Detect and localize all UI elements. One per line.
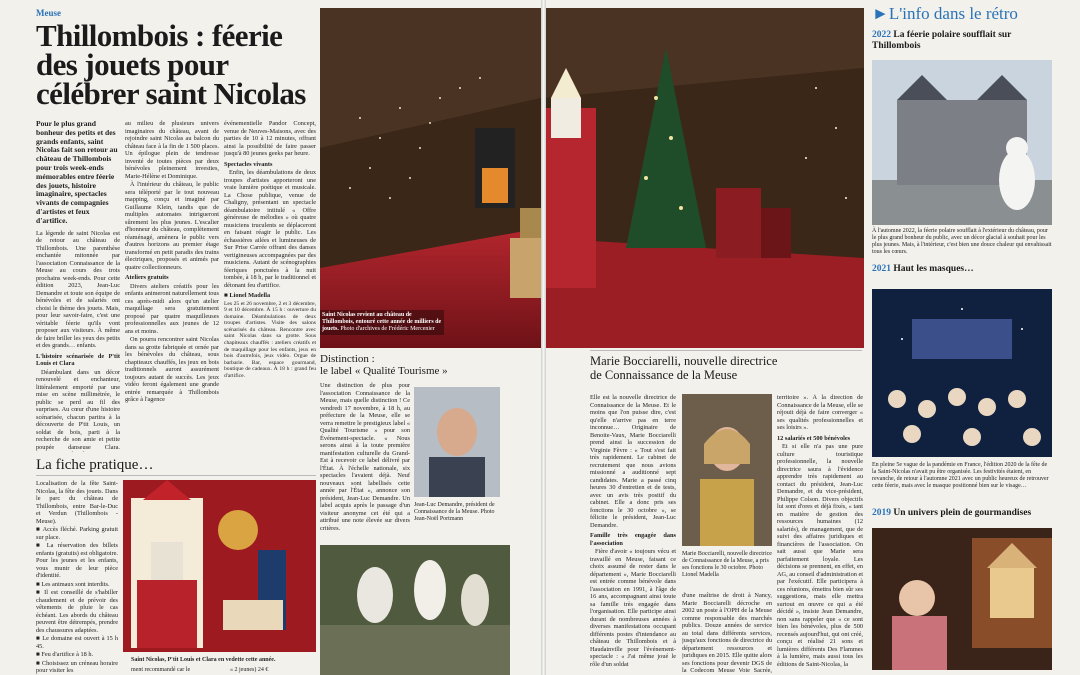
article-column-3 (224, 120, 316, 452)
article-column-2 (125, 120, 219, 452)
distinction-heading (320, 353, 520, 377)
fiche-item: ■ Le domaine est ouvert à 15 h 45. (36, 635, 118, 650)
section-label: Meuse (36, 8, 61, 18)
article-lead: La légende de saint Nicolas est de retour au château de Thillombois. Une parenthèse enchantée mitonnée par l'association Connaissance de la Meuse au cours des trois prochains week-ends. Pour cette édition 2023, Jean-Luc Demandre et toute son équipe de bénévoles et de salariés ont choisi le thème des jouets. Mais, pour leur savoir-faire, c'est une véritable féerie qu'ils vont proposer aux visiteurs. À même de faire briller les yeux des petits et des grands… enfants. (36, 229, 120, 350)
subhead-salaries: 12 salariés et 500 bénévoles (777, 434, 851, 442)
marie-head-2: de Connaissance de la Meuse (590, 368, 738, 382)
fiche-item: ■ Les animaux sont interdits. (36, 580, 110, 588)
article-chapo: Pour le plus grand bonheur des petits et des grands enfants, saint Nicolas fait son retour au château de Thillombois pour trois week-ends mémorables entre féerie des jouets, histoire imaginaire, spectacles vivants de compagnies d'artistes et feux d'artifice. (36, 120, 118, 225)
fiche-list (36, 480, 118, 675)
fiche-item: Localisation de la fête Saint-Nicolas, la fête des jouets. Dans le parc du château de Thillombois, entre Bar-le-Duc et Verdun (Thillombois - Meuse). (36, 480, 118, 525)
article-paragraph: Divers ateliers créatifs pour les enfants animeront naturellement tous ces après-midi alors qu'un atelier maquillage sera gratuitement proposé par quatre maquilleuses professionnelles aux jeunes de 12 ans et moins. (125, 282, 219, 335)
article-paragraph: au milieu de plusieurs univers imaginaires du château, avant de rejoindre saint Nicolas au balcon du château face à la fin de 1 500 places. Un épilogue plein de tendresse inventé de toutes pièces par deux bénévoles pleinement investies, Marie-Hélène et Dominique. (125, 120, 219, 180)
fiche-item: ■ Choisissez un créneau horaire pour visiter les (36, 659, 118, 674)
main-photo-caption: Saint Nicolas revient au château de Thillombois, entouré cette année de milliers de jouets. Photo d'archives de Frédéric Mercenier (320, 310, 444, 335)
retro-2019-title: Un univers plein de gourmandises (893, 508, 1032, 518)
distinction-head-2: le label « Qualité Tourisme » (320, 365, 448, 377)
retro-2021-heading (872, 264, 1052, 275)
marie-head-1: Marie Bocciarelli, nouvelle directrice (590, 354, 778, 368)
bottom-caption: Saint Nicolas, P'tit Louis et Clara en vedette cette année. (131, 657, 276, 663)
author-signature: ■ Lionel Madella (224, 292, 271, 299)
bottom-text-2: « 2 jeunes) 24 € (230, 667, 269, 673)
marie-photo-caption: Marie Bocciarelli, nouvelle directrice de Connaissance de la Meuse, a pris ses fonctions le 30 octobre. Photo Lionel Madella (682, 551, 772, 578)
title-line-3: célébrer saint Nicolas (36, 76, 306, 111)
article-paragraph: territoire ». À la direction de Connaissance de la Meuse, elle se réjouit déjà de faire converger « ses qualités professionnelles et ses loisirs ». (777, 394, 863, 431)
main-photo-saint-nicolas (320, 8, 541, 348)
bottom-text: ment recommandé car le (131, 667, 191, 673)
article-paragraph: On pourra rencontrer saint Nicolas dans sa grotte fabriquée et ornée par les bénévoles du château, sous chapiteaux chauffés, les jeux en bois traditionnels auront assurément toujours autant de succès. Les jeux vidéo feront également une grande entrée remarquée à Thillombois grâce à l'agence (125, 336, 219, 403)
title-line-2: des jouets pour (36, 47, 229, 82)
retro-2019-year: 2019 (872, 508, 891, 518)
subhead-ateliers: Ateliers gratuits (125, 274, 169, 281)
retro-2021-caption: En pleine 5e vague de la pandémie en France, l'édition 2020 de la fête de la Saint-Nicolas n'avait pu être organisée. Les festivités étaient, en revanche, de retour à l'automne 2021 avec un public heureux de retrouver cette féerie, mais avec le masque positionné bien sur le visage… (872, 462, 1049, 489)
title-line-1: Thillombois : féerie (36, 18, 283, 53)
demandre-caption: Jean-Luc Demandre, président de Connaissance de la Meuse. Photo Jean-Noël Portmann (414, 502, 495, 522)
illustration-saint-nicolas-drawing (123, 480, 316, 652)
practical-info: Les 25 et 26 novembre, 2 et 3 décembre, 9 et 10 décembre. À 15 h : ouverture du domaine. Déambulations de deux troupes d'artistes. Visite des salons scénarisés du château. Rencontre avec saint Nicolas dans sa grotte. Sous chapiteaux chauffés : ateliers créatifs et de maquillage pour les enfants, jeux en bois d'autrefois, jeux vidéo. Orgue de barbarie. Bar, espace gourmand, boutique de cadeaux. À 18 h : grand feu d'artifice. (224, 300, 316, 380)
photo-marie-bocciarelli (682, 394, 772, 546)
retro-2022-year: 2022 (872, 30, 891, 40)
subhead-histoire: L'histoire scénarisée de P'tit Louis et Clara (36, 352, 120, 368)
photo-retro-2022 (872, 60, 1052, 225)
marie-column-1 (590, 394, 676, 675)
retro-2019-heading (872, 508, 1072, 519)
marie-column-2: d'une maîtrise de droit à Nancy, Marie Bocciarelli décroche en 2002 un poste à l'OPH de la Meuse comme responsable des marchés publics. Douze années de service au total dans différents services, jusqu'aux fonctions de directrice du département ressources et juridiques en 2015. Elle quitte alors ses fonctions pour devenir DGS de la Codecom Meuse Voie Sacrée, (682, 592, 772, 674)
marie-heading (590, 354, 860, 382)
marie-column-3 (777, 394, 863, 675)
fiche-title: La fiche pratique… (36, 457, 154, 473)
article-paragraph: Déambulant dans un décor renouvelé et enchanteur, littéralement emporté par une mise en scène millimétrée, le public se perd au fil des surprises. Au cœur d'une histoire scénarisée, chacun partira à la découverte de P'tit Louis, un soldat de bois, parti à la recherche de son amie et petite poupée danseuse Clara. (36, 368, 120, 451)
divider (590, 350, 862, 351)
distinction-text: Une distinction de plus pour l'association Connaissance de la Meuse, mais quelle distinction ! Ce vendredi 17 novembre, à 18 h, au préfecture de la Meuse, elle se verra remettre le prestigieux label « Qualité Tourisme » pour son Événement-spectacle. « Nous serons ainsi à la toute première manifestation culturelle du Grand-Est à recevoir ce label délivré par l'État. À l'échelle nationale, six spectacles l'avaient déjà. Neuf nouveaux sont labellisés cette année par l'État », annonce son président, Jean-Luc Demandre. Un label acquis après le passage d'un visiteur anonyme cet été qui a attribué une note élevée sur divers critères. (320, 382, 410, 532)
retro-2022-caption: À l'automne 2022, la féerie polaire soufflait à l'extérieur du château, pour le plus grand bonheur du public, avec un décor glacial à souhait pour les plus jeunes. Mais, à l'intérieur, c'est bien une douce chaleur qui envahissait tous les cœurs. (872, 228, 1052, 255)
retro-title: ►L'info dans le rétro (872, 4, 1018, 23)
photo-echassieres (320, 545, 510, 675)
fiche-item: ■ Feu d'artifice à 18 h. (36, 651, 94, 658)
article-column-1 (36, 120, 120, 452)
article-paragraph: événementielle Pandor Concept, venue de Neuves-Maisons, avec des parties de 10 à 12 minutes, offrant ainsi la possibilité de faire passer jusqu'à 80 jeunes geeks par heure. (224, 120, 316, 157)
article-paragraph: Et si elle n'a pas une pure culture touristique professionnelle, la nouvelle directrice saura à l'évidence apprendre très rapidement au contact du président, Jean-Luc Demandre, et du vice-président, Philippe Colson. Divers objectifs lui sont d'ores et déjà fixés, « tant en matière de gestion des ressources humaines (12 salariés), de management, que de suivi des affaires juridiques et financières de l'association. On sait aussi que Marie sera parfaitement loyale. Les décisions se prennent, en effet, en AG, au conseil d'administration et par l'exécutif. Elle participera à ces réunions, émettra bien sûr ses suggestions, mais elle mettra surtout en œuvre ce qui a été décidé », insiste Jean Demandre, non sans rappeler que « ce sont bien les bénévoles, plus de 500 recensés aujourd'hui, qui ont créé, conçu et réalisé 21 sons et lumières différents Des Flammes à la lumière, mais aussi tous les éditions de Saint-Nicolas, la (777, 443, 863, 668)
photo-retro-2021 (872, 289, 1052, 457)
retro-2021-year: 2021 (872, 264, 891, 274)
fiche-item: ■ La réservation des billets enfants (gratuits) est obligatoire. Pour les jeunes et les enfants, vous munir de leur pièce d'identité. (36, 542, 118, 579)
article-paragraph: À l'intérieur du château, le public sera téléporté par le tout nouveau mapping, conçu et imaginé par Guillaume Klein, tandis que de multiples automates intrigueront sûrement les plus jeunes. L'escalier d'honneur du château, complètement réaménagé, amènera le public vers d'autres horizons au premier étage transformé en petit paradis des trains électriques, proposés et animés par quatre collectionneurs. (125, 181, 219, 271)
article-paragraph: Enfin, les déambulations de deux troupes d'artistes apporteront une vraie lumière poétique et musicale. La Chose publique, venue de Chaligny, présentant un spectacle déambulatoire intitulé « Offre généreuse de mélodies » où quatre musiciens truculents se déplaceront en faisant réagir le public. Les échassières ailées et lumineuses de Sur Prise Carrée offrant des danses vertigineuses accompagnées par des musiciens. Autant de scénographies féeriques ponctuées à la nuit tombée, à 18 h, par le traditionnel et détonant feu d'artifice. (224, 169, 316, 289)
divider (36, 475, 316, 476)
distinction-head-1: Distinction : (320, 353, 375, 365)
article-paragraph: Fière d'avoir « toujours vécu et travaillé en Meuse, faisant ce choix assumé de rester dans le département », Marie Bocciarelli est entrée comme bénévole dans l'association en 1991, à l'âge de 16 ans, accompagnant ainsi toute sa famille très engagée dans l'organisation. Elle participe ainsi durant de nombreuses années à diverses manifestations occupant différents postes d'intendance au château de Thillombois et à Haudainville pour l'événement-spectacle : « J'ai même joué le rôle d'un soldat (590, 548, 676, 668)
retro-2022-heading (872, 30, 1052, 51)
retro-2022-title: La féerie polaire soufflait sur Thillombois (872, 30, 1012, 51)
subhead-spectacles: Spectacles vivants (224, 160, 273, 168)
photo-retro-2019 (872, 528, 1052, 670)
fiche-item: ■ Il est conseillé de s'habiller chaudement et de prévoir des vêtements de pluie le cas échéant. Les abords du château peuvent être détrempés, prendre des chaussures adaptées. (36, 589, 118, 634)
retro-2021-title: Haut les masques… (893, 264, 974, 274)
article-paragraph: Elle est la nouvelle directrice de Connaissance de la Meuse. Et le moins que l'on puisse dire, c'est qu'elle n'arrive pas en terre inconnue… Originaire de Benoite-Vaux, Marie Bocciarelli prend ainsi la succession de Virginie Fèvre : « Tout s'est fait très rapidement. Le cabinet de recrutement que nous avions missionné a auditionné sept candidates. Marie a passé cinq heures 30 d'entretien et de tests, avec un avis très positif du cabinet. Elle a donc pris ses fonctions le 30 octobre », se félicite le président, Jean-Luc Demandre. (590, 394, 676, 529)
fiche-item: ■ Accès fléché. Parking gratuit sur place. (36, 526, 118, 541)
subhead-famille: Famille très engagée dans l'association (590, 532, 676, 547)
page-title (36, 18, 316, 111)
main-photo-right (546, 8, 864, 348)
photo-jean-luc-demandre (414, 387, 500, 497)
